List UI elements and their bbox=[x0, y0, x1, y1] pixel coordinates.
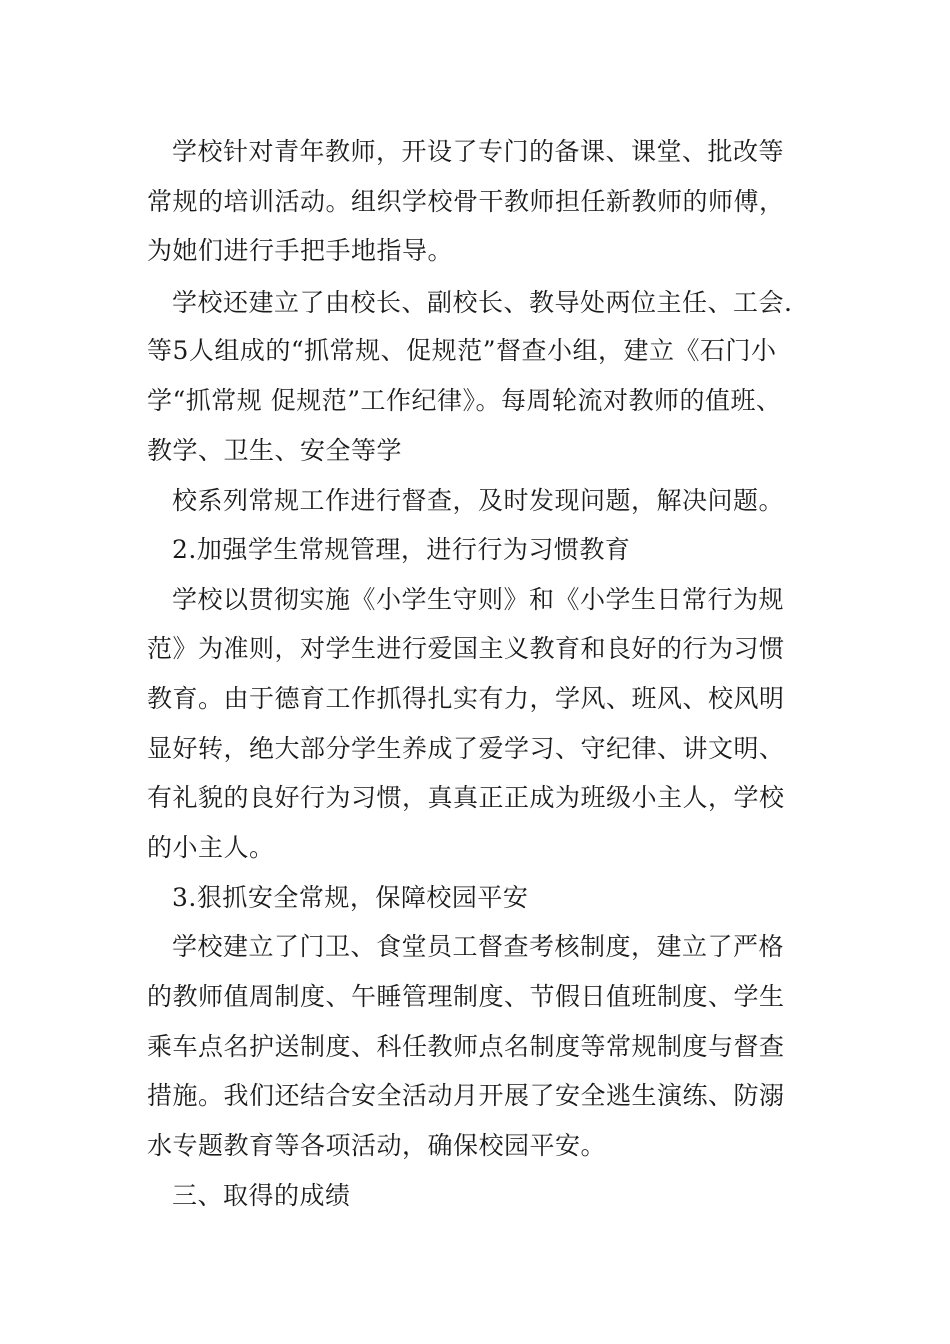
paragraph-line: 有礼貌的良好行为习惯，真真正正成为班级小主人，学校 bbox=[147, 783, 785, 812]
paragraph-line: 学校建立了门卫、食堂员工督查考核制度，建立了严格 bbox=[172, 932, 785, 961]
paragraph-line: 教育。由于德育工作抓得扎实有力，学风、班风、校风明 bbox=[147, 684, 785, 713]
paragraph-line: 为她们进行手把手地指导。 bbox=[147, 236, 454, 265]
paragraph-line: 等5人组成的“抓常规、促规范”督查小组，建立《石门小 bbox=[147, 336, 777, 365]
section-heading: 2.加强学生常规管理，进行行为习惯教育 bbox=[172, 535, 631, 564]
paragraph-line: 常规的培训活动。组织学校骨干教师担任新教师的师傅， bbox=[147, 187, 785, 216]
paragraph-line: 措施。我们还结合安全活动月开展了安全逃生演练、防溺 bbox=[147, 1081, 785, 1110]
paragraph-line: 教学、卫生、安全等学 bbox=[147, 436, 403, 465]
paragraph-line: 校系列常规工作进行督查，及时发现问题，解决问题。 bbox=[172, 486, 785, 515]
paragraph-line: 水专题教育等各项活动，确保校园平安。 bbox=[147, 1131, 607, 1160]
paragraph-line: 学校还建立了由校长、副校长、教导处两位主任、工会. bbox=[172, 288, 793, 317]
paragraph-line: 的教师值周制度、午睡管理制度、节假日值班制度、学生 bbox=[147, 982, 785, 1011]
paragraph-line: 显好转，绝大部分学生养成了爱学习、守纪律、讲文明、 bbox=[147, 734, 785, 763]
paragraph-line: 学校以贯彻实施《小学生守则》和《小学生日常行为规 bbox=[172, 585, 785, 614]
paragraph-line: 乘车点名护送制度、科任教师点名制度等常规制度与督查 bbox=[147, 1032, 785, 1061]
paragraph-line: 学校针对青年教师，开设了专门的备课、课堂、批改等 bbox=[172, 137, 785, 166]
paragraph-line: 范》为准则，对学生进行爱国主义教育和良好的行为习惯 bbox=[147, 634, 785, 663]
paragraph-line: 的小主人。 bbox=[147, 833, 275, 862]
section-heading: 3.狠抓安全常规，保障校园平安 bbox=[172, 883, 529, 912]
paragraph-line: 学“抓常规 促规范”工作纪律》。每周轮流对教师的值班、 bbox=[147, 386, 782, 415]
section-heading: 三、取得的成绩 bbox=[172, 1181, 351, 1210]
